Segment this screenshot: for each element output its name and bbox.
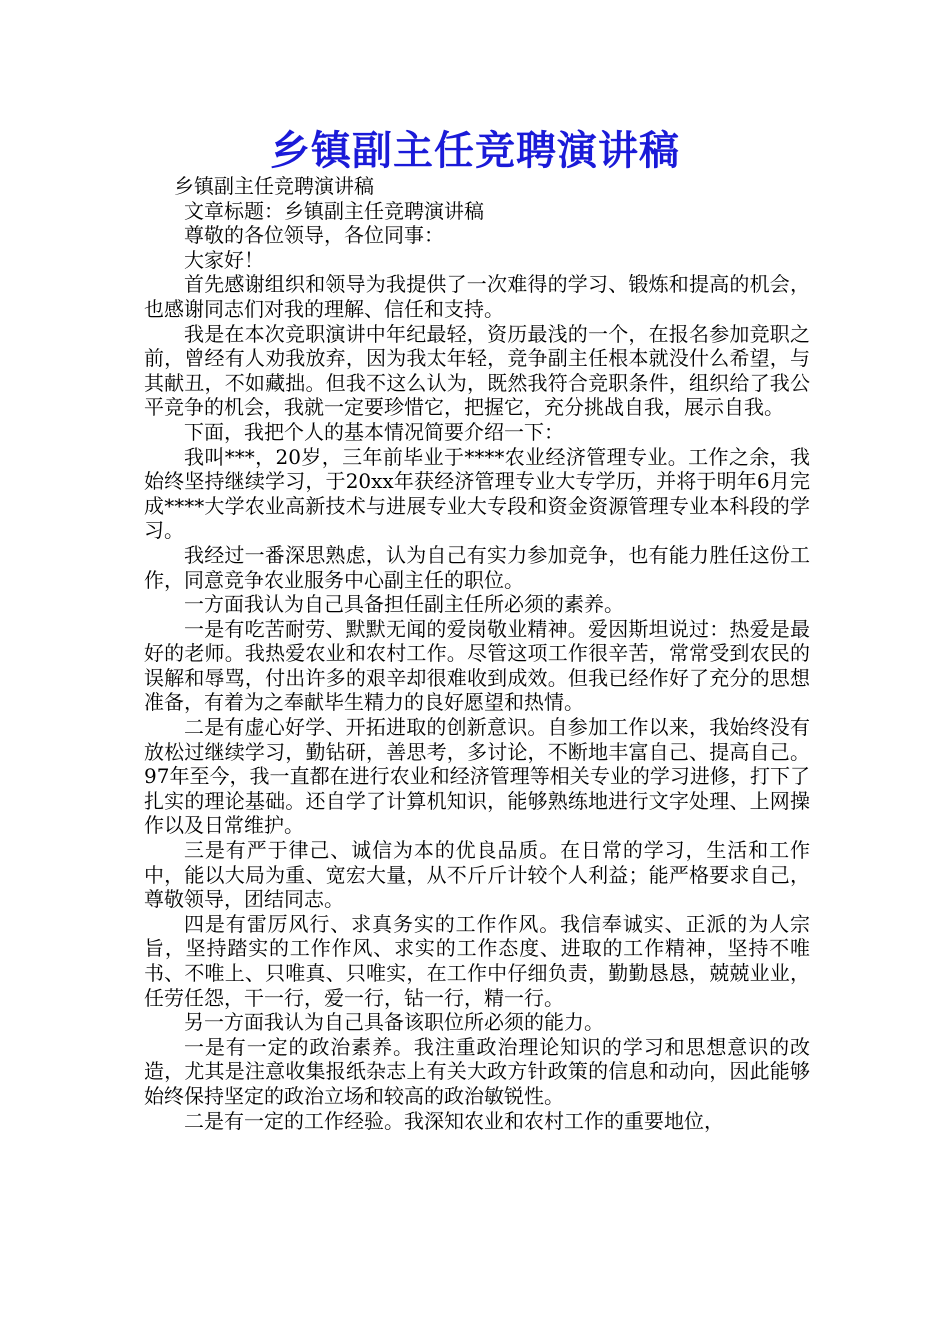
paragraph: 我是在本次竞职演讲中年纪最轻，资历最浅的一个，在报名参加竞职之前，曾经有人劝我放弃，因为我太年轻，竞争副主任根本就没什么希望，与其献丑，不如藏拙。但我不这么认为，既然我符合竞职条件，组织给了我公平竞争的机会，我就一定要珍惜它，把握它，充分挑战自我，展示自我。 (144, 321, 810, 420)
document-title: 乡镇副主任竞聘演讲稿 (270, 127, 680, 174)
paragraph: 一是有吃苦耐劳、默默无闻的爱岗敬业精神。爱因斯坦说过：热爱是最好的老师。我热爱农业和农村工作。尽管这项工作很辛苦，常常受到农民的误解和辱骂，付出许多的艰辛却很难收到成效。但我已经作好了充分的思想准备，有着为之奉献毕生精力的良好愿望和热情。 (144, 616, 810, 715)
paragraph: 首先感谢组织和领导为我提供了一次难得的学习、锻炼和提高的机会，也感谢同志们对我的理解、信任和支持。 (144, 272, 810, 321)
paragraph: 我经过一番深思熟虑，认为自己有实力参加竞争，也有能力胜任这份工作，同意竞争农业服务中心副主任的职位。 (144, 542, 810, 592)
paragraph: 我叫***，20岁，三年前毕业于****农业经济管理专业。工作之余，我始终坚持继续学习，于20xx年获经济管理专业大专学历，并将于明年6月完成****大学农业高新技术与进展专业大专段和资金资源管理专业本科段的学习。 (144, 444, 810, 543)
paragraph: 乡镇副主任竞聘演讲稿 (174, 174, 374, 198)
paragraph: 文章标题：乡镇副主任竞聘演讲稿 (184, 198, 484, 223)
paragraph: 尊敬的各位领导，各位同事： (184, 223, 444, 248)
paragraph: 一方面我认为自己具备担任副主任所必须的素养。 (184, 592, 624, 617)
paragraph: 三是有严于律己、诚信为本的优良品质。在日常的学习，生活和工作中，能以大局为重、宽宏大量，从不斤斤计较个人利益；能严格要求自己，尊敬领导，团结同志。 (144, 838, 810, 912)
paragraph: 另一方面我认为自己具备该职位所必须的能力。 (184, 1010, 604, 1035)
paragraph: 二是有虚心好学、开拓进取的创新意识。自参加工作以来，我始终没有放松过继续学习，勤钻研，善思考，多讨论，不断地丰富自己、提高自己。97年至今，我一直都在进行农业和经济管理等相关专业的学习进修，打下了扎实的理论基础。还自学了计算机知识，能够熟练地进行文字处理、上网操作以及日常维护。 (144, 715, 810, 838)
paragraph: 下面，我把个人的基本情况简要介绍一下： (184, 419, 564, 444)
document-body (144, 174, 810, 1133)
paragraph: 一是有一定的政治素养。我注重政治理论知识的学习和思想意识的改造，尤其是注意收集报纸杂志上有关大政方针政策的信息和动向，因此能够始终保持坚定的政治立场和较高的政治敏锐性。 (144, 1034, 810, 1108)
paragraph: 四是有雷厉风行、求真务实的工作作风。我信奉诚实、正派的为人宗旨，坚持踏实的工作作风、求实的工作态度、进取的工作精神，坚持不唯书、不唯上、只唯真、只唯实，在工作中仔细负责，勤勤恳恳，兢兢业业，任劳任怨，干一行，爱一行，钻一行，精一行。 (144, 911, 810, 1010)
paragraph: 二是有一定的工作经验。我深知农业和农村工作的重要地位， (184, 1108, 724, 1133)
paragraph: 大家好！ (184, 247, 264, 272)
